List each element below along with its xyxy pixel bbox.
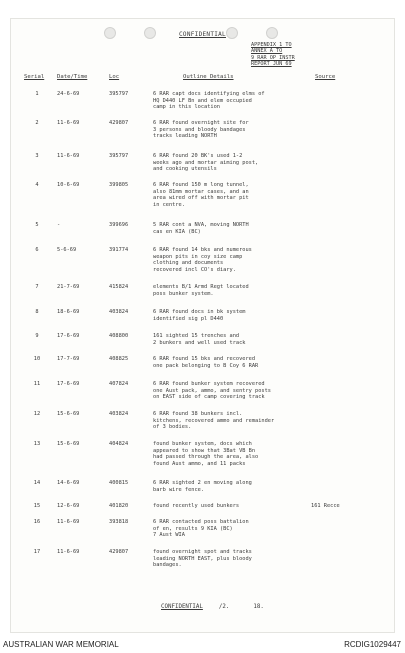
details-line: 6 RAR found 20 BK's used 1-2	[153, 153, 243, 159]
details-line: 6 RAR found 15 bks and recovered	[153, 356, 256, 362]
details-line: 6 RAR sighted 2 en moving along	[153, 480, 252, 486]
serial-cell: 1	[35, 91, 39, 97]
column-header-details: Outline Details	[183, 74, 234, 80]
loc-cell: 429807	[109, 120, 129, 126]
details-line: 161 sighted 15 trenches and	[153, 333, 240, 339]
archive-reference: RCDIG1029447	[344, 640, 401, 649]
appendix-line: APPENDIX 1 TO	[251, 42, 292, 48]
details-line: kitchens, recovered ammo and remainder	[153, 417, 275, 424]
date-cell: 24-6-69	[57, 91, 80, 97]
loc-cell: 403824	[109, 411, 129, 417]
details-cell	[153, 503, 239, 510]
details-line: in centre.	[153, 201, 185, 208]
details-cell	[153, 309, 245, 322]
serial-cell: 11	[33, 381, 41, 387]
details-line: 2 bunkers and well used track	[153, 339, 246, 346]
appendix-reference	[251, 42, 295, 68]
details-cell	[153, 480, 252, 493]
serial-cell: 17	[33, 549, 41, 555]
date-cell: -	[57, 222, 61, 228]
serial-cell: 12	[33, 411, 41, 417]
details-line: of en, results 9 KIA (BC)	[153, 525, 233, 532]
document-page	[10, 18, 395, 633]
date-cell: 10-6-69	[57, 182, 80, 188]
serial-cell: 15	[33, 503, 41, 509]
details-line: tracks leading NORTH	[153, 133, 217, 140]
details-line: on EAST side of camp covering track	[153, 394, 265, 401]
details-line: 6 RAR found overnight site for	[153, 120, 249, 126]
page-footer	[161, 604, 264, 610]
date-cell: 17-7-69	[57, 356, 80, 362]
details-line: weeks ago and mortar aiming post,	[153, 159, 259, 166]
serial-cell: 3	[35, 153, 39, 159]
serial-cell: 8	[35, 309, 39, 315]
details-cell	[153, 182, 249, 208]
appendix-line: REPORT JUN 69	[251, 61, 292, 68]
details-cell	[153, 356, 258, 369]
details-line: and cooking utensils	[153, 166, 217, 173]
details-line: 6 RAR found bunker system recovered	[153, 381, 265, 387]
details-line: 6 RAR found 14 bks and numerous	[153, 247, 252, 253]
details-line: camp in this location	[153, 104, 220, 111]
details-line: 3 persons and bloody bandages	[153, 126, 246, 133]
details-line: leading NORTH EAST, plus bloody	[153, 555, 252, 562]
page-continuation: /2.	[218, 604, 230, 610]
date-cell: 12-6-69	[57, 503, 80, 509]
source-cell: 161 Recce	[311, 503, 340, 509]
column-header-loc: Loc	[109, 74, 120, 80]
details-cell	[153, 411, 274, 431]
serial-cell: 2	[35, 120, 39, 126]
loc-cell: 408800	[109, 333, 129, 339]
details-line: poss bunker system.	[153, 290, 214, 297]
serial-cell: 6	[35, 247, 39, 253]
loc-cell: 399805	[109, 182, 129, 188]
archive-institution: AUSTRALIAN WAR MEMORIAL	[3, 640, 119, 649]
date-cell: 14-6-69	[57, 480, 80, 486]
serial-cell: 5	[35, 222, 39, 228]
loc-cell: 393818	[109, 519, 129, 525]
details-line: found bunker system, docs which	[153, 441, 252, 447]
date-cell: 15-6-69	[57, 441, 80, 447]
details-line: also 81mm mortar cases, and an	[153, 188, 249, 195]
details-line: 6 RAR found 150 m long tunnel,	[153, 182, 249, 188]
date-cell: 11-6-69	[57, 519, 80, 525]
details-line: 7 Aust WIA	[153, 532, 185, 539]
classification-bottom: CONFIDENTIAL	[161, 604, 203, 610]
details-line: one Aust pack, ammo, and sentry posts	[153, 387, 271, 394]
details-cell	[153, 247, 252, 273]
details-line: HQ D440 LF Bn and elem occupied	[153, 97, 252, 104]
loc-cell: 429807	[109, 549, 129, 555]
details-line: found Aust ammo, and 11 packs	[153, 460, 246, 467]
details-line: 6 RAR capt docs identifying elms of	[153, 91, 265, 97]
details-line: weapon pits in coy size camp	[153, 253, 243, 260]
date-cell: 11-6-69	[57, 153, 80, 159]
serial-cell: 13	[33, 441, 41, 447]
details-cell	[153, 549, 252, 569]
details-line: cas en KIA (BC)	[153, 228, 201, 235]
date-cell: 17-6-69	[57, 381, 80, 387]
details-line: 6 RAR contacted poss battalion	[153, 519, 249, 525]
loc-cell: 415824	[109, 284, 129, 290]
date-cell: 5-6-69	[57, 247, 77, 253]
details-line: 6 RAR found 38 bunkers incl.	[153, 411, 243, 417]
details-cell	[153, 284, 249, 297]
details-cell	[153, 519, 249, 539]
details-cell	[153, 91, 265, 111]
details-line: appeared to show that 3Bat VB Bn	[153, 447, 256, 454]
serial-cell: 16	[33, 519, 41, 525]
details-line: found overnight spot and tracks	[153, 549, 252, 555]
serial-cell: 4	[35, 182, 39, 188]
loc-cell: 401820	[109, 503, 129, 509]
classification-top: CONFIDENTIAL	[179, 31, 226, 38]
date-cell: 15-6-69	[57, 411, 80, 417]
details-cell	[153, 120, 249, 140]
details-line: 6 RAR found docs in bk system	[153, 309, 246, 315]
details-line: one pack belonging to B Coy 6 RAR	[153, 362, 259, 369]
details-line: recovered incl CO's diary.	[153, 266, 236, 273]
details-line: of 3 bodies.	[153, 424, 192, 431]
loc-cell: 408825	[109, 356, 129, 362]
loc-cell: 403824	[109, 309, 129, 315]
serial-cell: 10	[33, 356, 41, 362]
details-line: identified sig pl D440	[153, 315, 224, 322]
appendix-line: ANNEX A TO	[251, 48, 283, 55]
page-number: 18.	[253, 604, 264, 610]
date-cell: 17-6-69	[57, 333, 80, 339]
appendix-line: 9 RAR OP INSTR	[251, 54, 295, 61]
column-header-date: Date/Time	[57, 74, 88, 80]
details-line: 5 RAR cont a NVA, moving NORTH	[153, 222, 249, 228]
details-line: area wired off with mortar pit	[153, 195, 249, 202]
details-line: barb wire fence.	[153, 486, 205, 493]
serial-cell: 7	[35, 284, 39, 290]
details-line: elements B/1 Armd Regt located	[153, 284, 249, 290]
serial-cell: 9	[35, 333, 39, 339]
details-line: had passed through the area, also	[153, 454, 259, 461]
loc-cell: 395797	[109, 91, 129, 97]
details-line: clothing and documents	[153, 260, 224, 267]
column-header-serial: Serial	[24, 74, 45, 80]
loc-cell: 404824	[109, 441, 129, 447]
details-cell	[153, 153, 258, 173]
loc-cell: 399696	[109, 222, 129, 228]
details-line: bandages.	[153, 562, 182, 569]
loc-cell: 407824	[109, 381, 129, 387]
date-cell: 18-6-69	[57, 309, 80, 315]
date-cell: 11-6-69	[57, 120, 80, 126]
details-line: found recently used bunkers	[153, 503, 240, 509]
loc-cell: 395797	[109, 153, 129, 159]
loc-cell: 391774	[109, 247, 129, 253]
loc-cell: 400815	[109, 480, 129, 486]
date-cell: 21-7-69	[57, 284, 80, 290]
details-cell	[153, 441, 258, 467]
column-header-source: Source	[315, 74, 336, 80]
details-cell	[153, 222, 249, 235]
serial-cell: 14	[33, 480, 41, 486]
details-cell	[153, 381, 271, 401]
date-cell: 11-6-69	[57, 549, 80, 555]
details-cell	[153, 333, 245, 346]
